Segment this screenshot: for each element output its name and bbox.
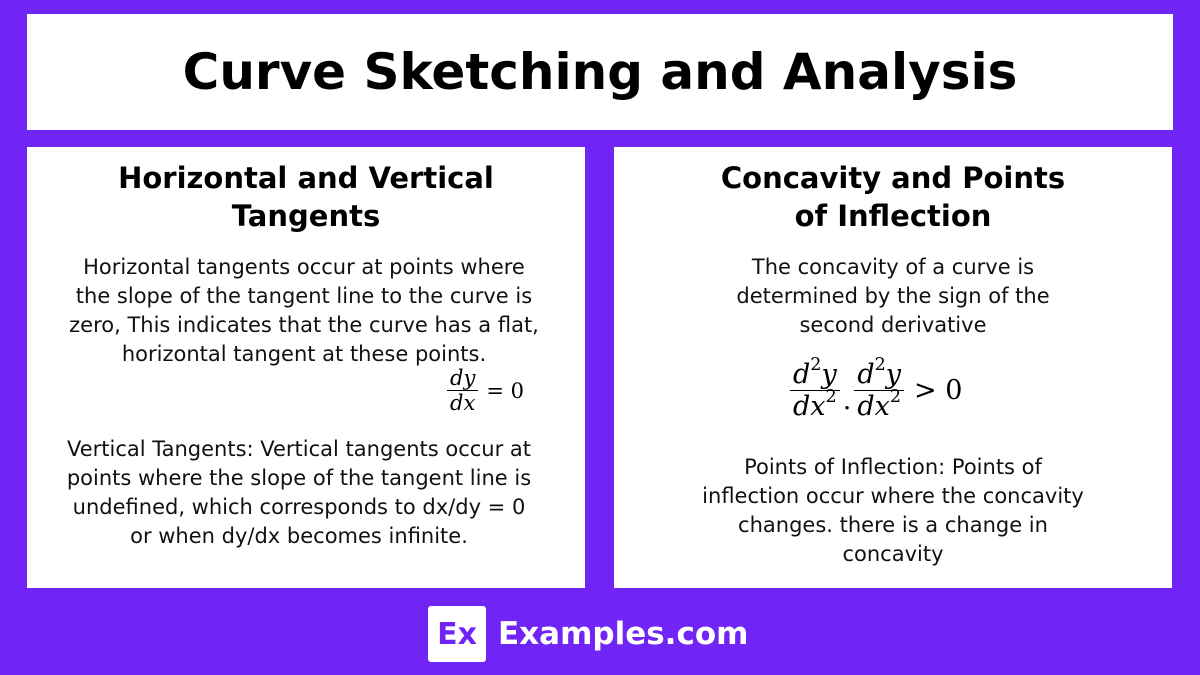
fraction-denominator: $dx^2$	[857, 387, 901, 423]
concavity-equation	[790, 355, 963, 423]
title-banner	[27, 14, 1173, 130]
equation-operator: .	[842, 385, 852, 417]
brand-name: Examples.com	[498, 616, 749, 652]
horizontal-tangents-text: Horizontal tangents occur at points where the slope of the tangent line to the curve is zero, This indicates that the curve has a flat, horizontal tangent at these points.	[69, 255, 539, 366]
horizontal-tangent-equation	[447, 366, 524, 415]
fraction-numerator: $d^2y$	[790, 359, 840, 391]
concavity-text: The concavity of a curve is determined by the sign of the second derivative	[736, 255, 1050, 337]
fraction-denominator: $dx^2$	[793, 387, 837, 423]
equation-relation: = 0	[486, 378, 524, 403]
dy-dx-fraction	[447, 366, 478, 415]
horizontal-vertical-tangents-panel	[27, 147, 585, 588]
vertical-tangents-text: Vertical Tangents: Vertical tangents occur at points where the slope of the tangent line is undefined, which corresponds to dx/dy = 0 or when dy/dx becomes infinite.	[66, 437, 532, 548]
footer-brand[interactable]	[428, 606, 748, 662]
fraction-denominator: dx	[450, 391, 476, 416]
fraction-numerator: dy	[447, 366, 478, 391]
page-title: Curve Sketching and Analysis	[182, 43, 1018, 101]
equation-relation: > 0	[914, 375, 963, 407]
examples-logo-icon: Ex	[428, 606, 486, 662]
inflection-points-text: Points of Inflection: Points of inflection occur where the concavity changes. there is a change in concavity	[702, 455, 1084, 566]
left-panel-heading: Horizontal and Vertical Tangents	[118, 161, 494, 233]
right-panel-heading: Concavity and Points of Inflection	[720, 161, 1066, 233]
concavity-inflection-panel	[614, 147, 1172, 588]
second-derivative-fraction-1	[790, 355, 840, 423]
second-derivative-fraction-2	[854, 355, 904, 423]
fraction-numerator: $d^2y$	[854, 359, 904, 391]
